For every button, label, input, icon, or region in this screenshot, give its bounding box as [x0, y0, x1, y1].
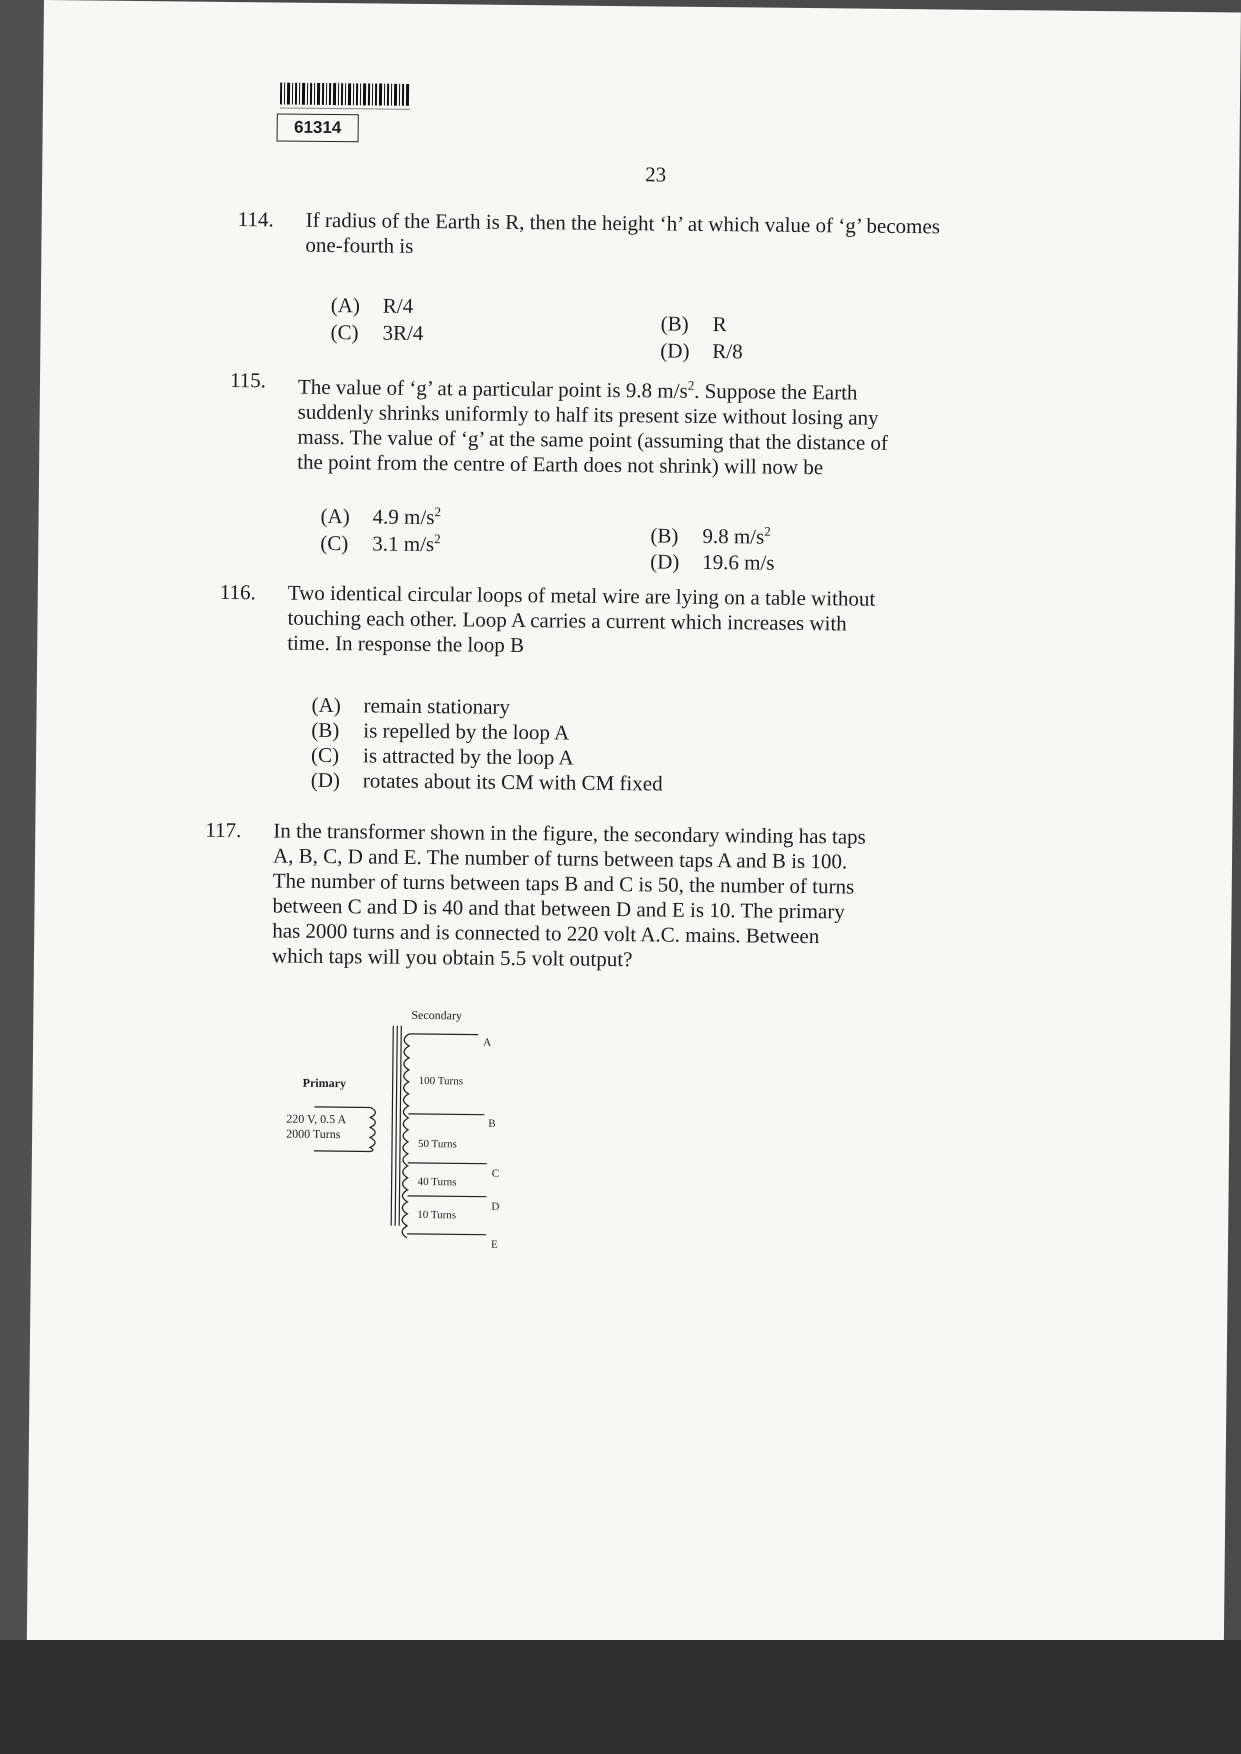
transformer-diagram [271, 1002, 594, 1265]
option-d[interactable]: (D) 19.6 m/s [650, 549, 775, 575]
option-a[interactable]: (A) remain stationary [311, 692, 511, 719]
tap-b: B [488, 1117, 496, 1130]
question-text: The value of ‘g’ at a particular point is 9.8 $m/s^2$. Suppose the Earth suddenly shrinks uniformly to half its present size without losing any mass. The value of ‘g’ at the same point (assuming that the distance of the point from the centre of Earth does not shrink) will now be [297, 374, 889, 480]
question-text: Two identical circular loops of metal wire are lying on a table without touching each other. Loop A carries a current which increases with time. In response the loop B [287, 580, 876, 658]
segment-de-turns: 10 Turns [417, 1208, 457, 1222]
tap-e: E [490, 1238, 498, 1251]
question-text: In the transformer shown in the figure, the secondary winding has taps A, B, C, D and E. The number of turns between taps A and B is 100. The number of turns between taps B and C is 50, the number of turns between C and D is 40 and that between D and E is 10. The primary has 2000 turns and is connected to 220 volt A.C. mains. Between which taps will you obtain 5.5 volt output? [271, 818, 866, 972]
option-a[interactable]: (A) R/4 [330, 293, 414, 318]
option-d[interactable]: (D) R/8 [660, 338, 743, 364]
option-b[interactable]: (B) 9.8 $m/s^2$ [650, 523, 771, 549]
paper-code-box: 61314 [277, 113, 359, 142]
primary-turns: 2000 Turns [286, 1126, 341, 1142]
segment-bc-turns: 50 Turns [417, 1137, 457, 1151]
option-a[interactable]: (A) 4.9 $m/s^2$ [320, 503, 442, 530]
barcode [280, 82, 412, 111]
page-number: 23 [645, 162, 667, 187]
question-115 [229, 368, 1050, 497]
tap-a: A [483, 1036, 492, 1049]
segment-ab-turns: 100 Turns [418, 1074, 464, 1088]
question-text: If radius of the Earth is R, then the height ‘h’ at which value of ‘g’ becomes one-fourth is [305, 207, 941, 258]
secondary-label: Secondary [411, 1007, 463, 1023]
question-number: 114. [237, 207, 274, 232]
scan-border-bottom [0, 1640, 1241, 1754]
question-117 [204, 818, 1036, 997]
question-number: 117. [205, 817, 242, 843]
tap-d: D [491, 1200, 500, 1213]
question-number: 116. [219, 579, 256, 605]
tap-c: C [491, 1167, 500, 1180]
option-c[interactable]: (C) 3.1 $m/s^2$ [320, 530, 441, 557]
option-c[interactable]: (C) is attracted by the loop A [310, 742, 574, 770]
primary-label: Primary [302, 1075, 347, 1091]
option-b[interactable]: (B) is repelled by the loop A [311, 717, 570, 745]
exam-page [27, 0, 1241, 1672]
option-d[interactable]: (D) rotates about its CM with CM fixed [310, 767, 663, 796]
question-116 [219, 580, 1040, 679]
option-c[interactable]: (C) 3R/4 [330, 320, 424, 345]
question-number: 115. [229, 367, 267, 393]
segment-cd-turns: 40 Turns [417, 1175, 457, 1189]
option-b[interactable]: (B) R [660, 311, 727, 337]
primary-rating: 220 V, 0.5 A [286, 1111, 347, 1127]
